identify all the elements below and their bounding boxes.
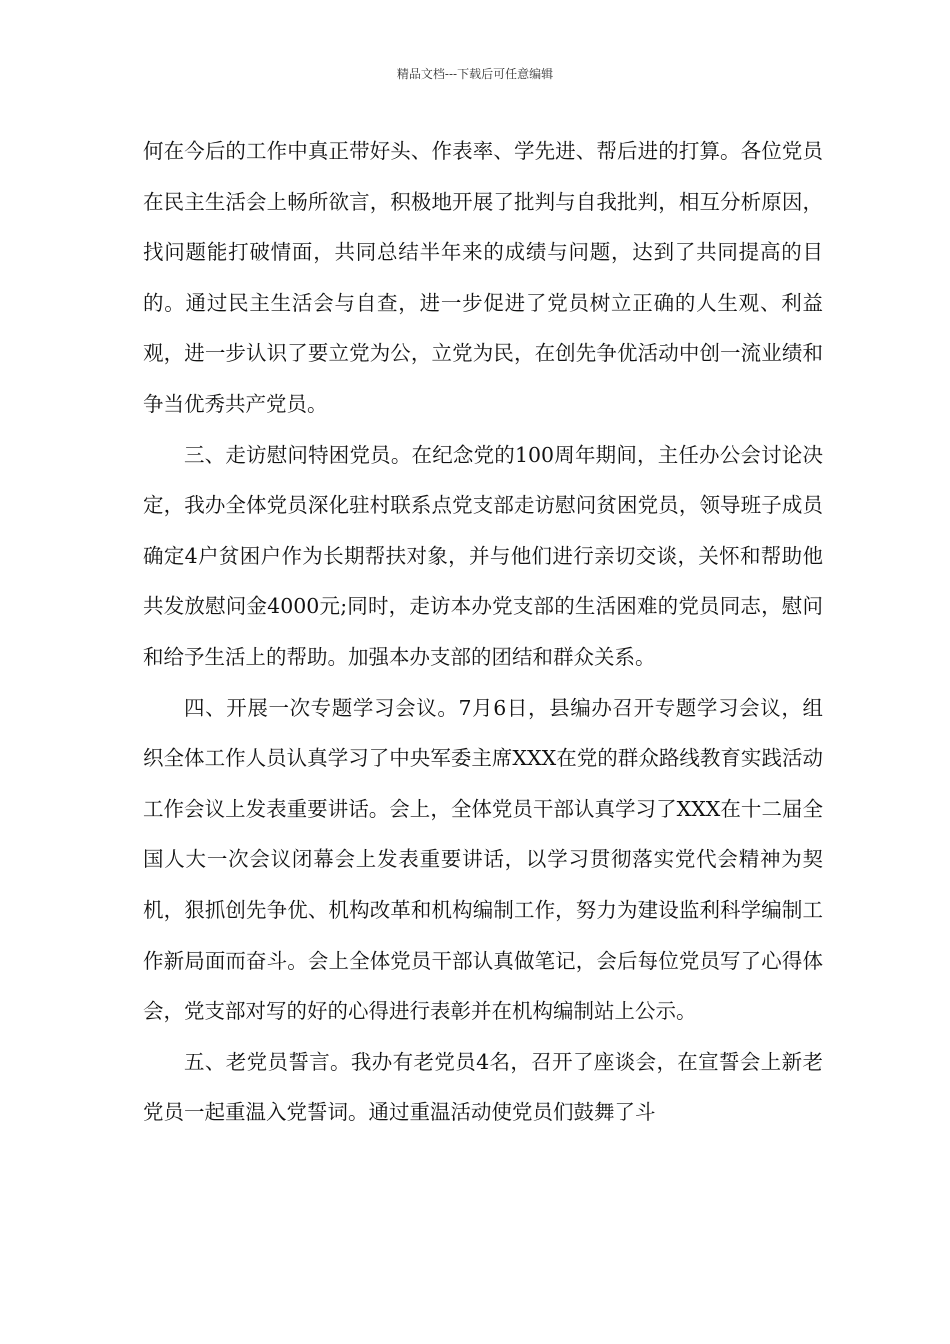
paragraph-section-3: 三、走访慰问特困党员。在纪念党的100周年期间，主任办公会讨论决定，我办全体党员深化驻村联系点党支部走访慰问贫困党员，领导班子成员确定4户贫困户作为长期帮扶对象，并与他们进行亲切交谈，关怀和帮助他共发放慰问金4000元;同时，走访本办党支部的生活困难的党员同志，慰问和给予生活上的帮助。加强本办支部的团结和群众关系。 (143, 442, 823, 669)
page-header: 精品文档---下载后可任意编辑 (396, 67, 554, 81)
paragraph-continuation: 何在今后的工作中真正带好头、作表率、学先进、帮后进的打算。各位党员在民主生活会上畅所欲言，积极地开展了批判与自我批判，相互分析原因，找问题能打破情面，共同总结半年来的成绩与问题，达到了共同提高的目的。通过民主生活会与自查，进一步促进了党员树立正确的人生观、利益观，进一步认识了要立党为公，立党为民，在创先争优活动中创一流业绩和争当优秀共产党员。 (143, 139, 823, 416)
paragraph-section-4: 四、开展一次专题学习会议。7月6日，县编办召开专题学习会议，组织全体工作人员认真学习了中央军委主席XXX在党的群众路线教育实践活动工作会议上发表重要讲话。会上，全体党员干部认真学习了XXX在十二届全国人大一次会议闭幕会上发表重要讲话，以学习贯彻落实党代会精神为契机，狠抓创先争优、机构改革和机构编制工作，努力为建设监利科学编制工作新局面而奋斗。会上全体党员干部认真做笔记，会后每位党员写了心得体会，党支部对写的好的心得进行表彰并在机构编制站上公示。 (143, 695, 823, 1024)
paragraph-section-5: 五、老党员誓言。我办有老党员4名，召开了座谈会，在宣誓会上新老党员一起重温入党誓词。通过重温活动使党员们鼓舞了斗 (143, 1049, 823, 1125)
document-body (143, 126, 823, 1138)
